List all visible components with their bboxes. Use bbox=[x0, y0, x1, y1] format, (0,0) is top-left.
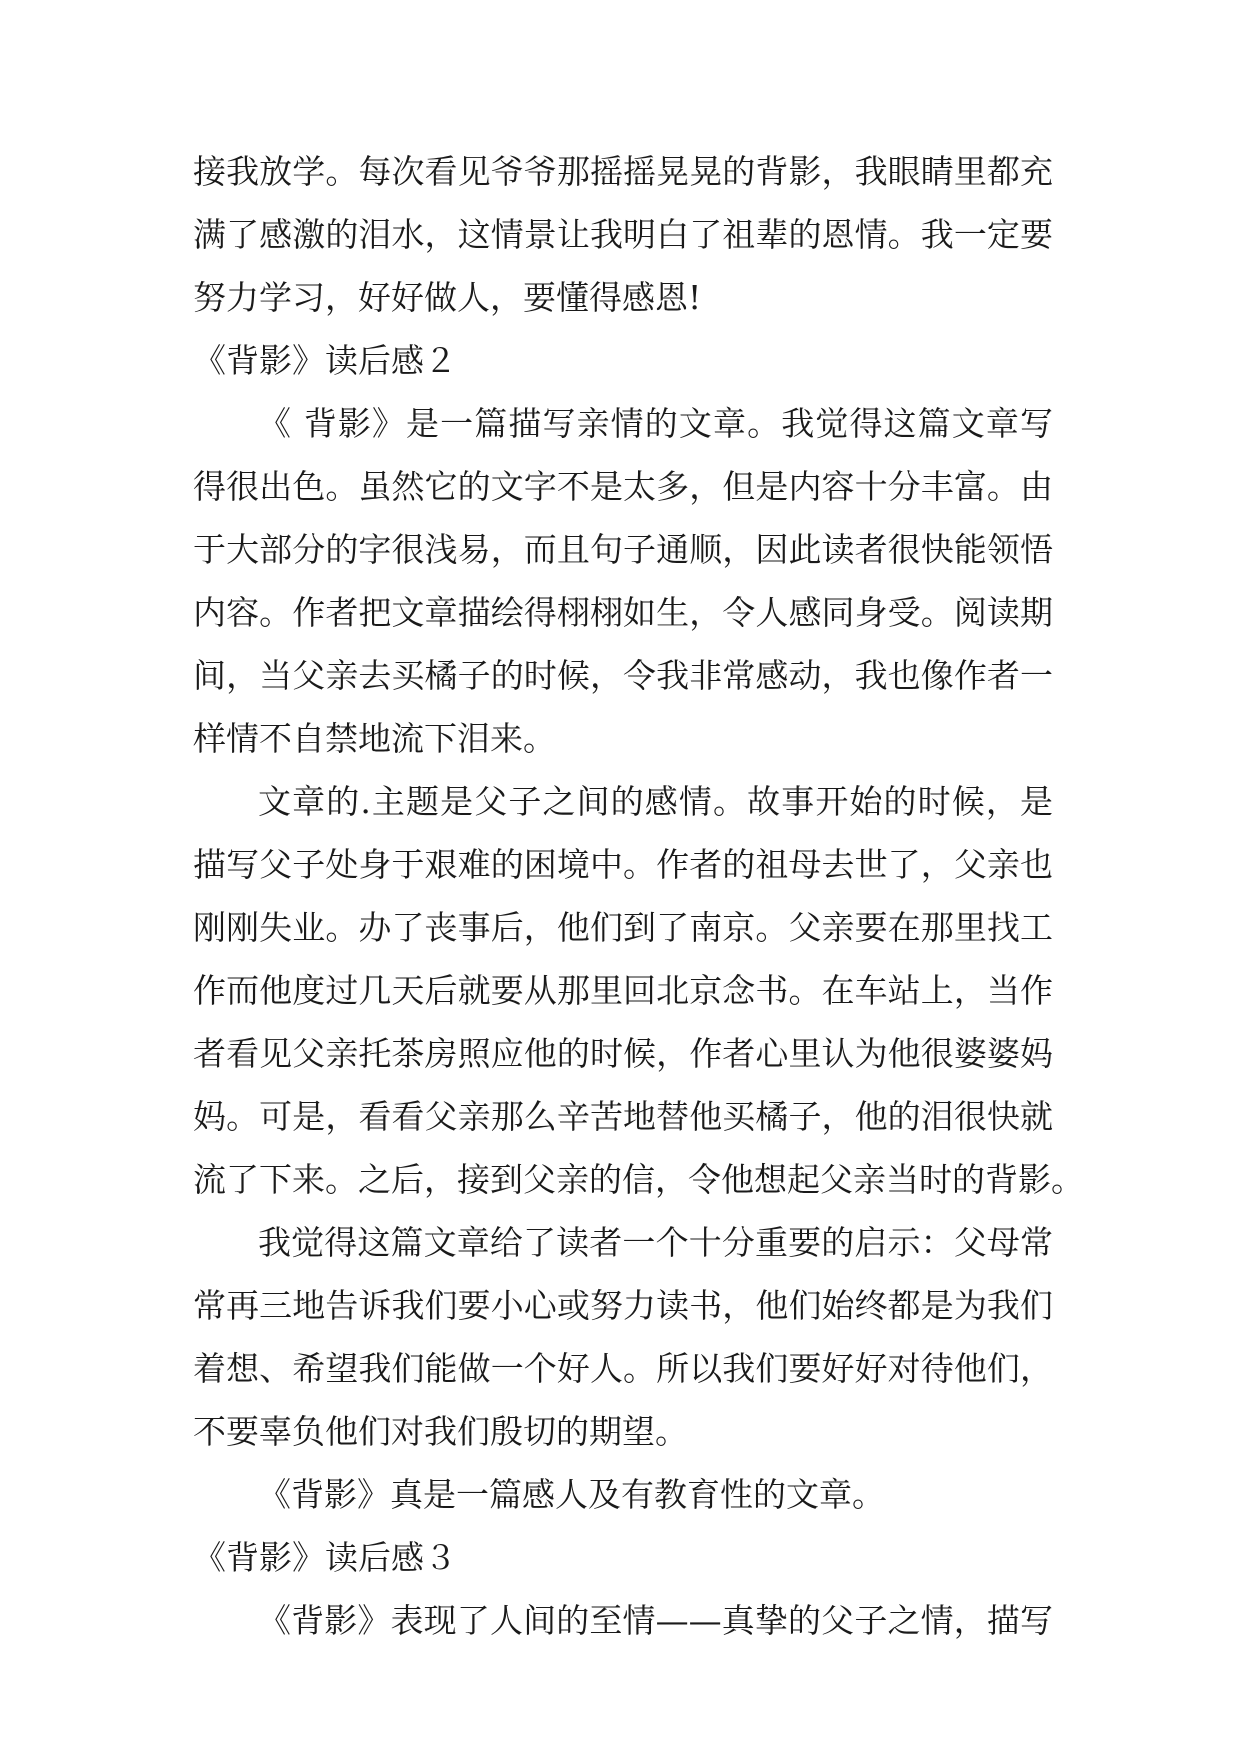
text-line: 者看见父亲托茶房照应他的时候，作者心里认为他很婆婆妈 bbox=[193, 1034, 1053, 1073]
text-line: 常再三地告诉我们要小心或努力读书，他们始终都是为我们 bbox=[193, 1286, 1053, 1325]
text-line: 内容。作者把文章描绘得栩栩如生，令人感同身受。阅读期 bbox=[193, 593, 1053, 632]
text-line: 妈。可是，看看父亲那么辛苦地替他买橘子，他的泪很快就 bbox=[193, 1097, 1053, 1136]
text-line: 得很出色。虽然它的文字不是太多，但是内容十分丰富。由 bbox=[193, 467, 1053, 506]
text-line: 接我放学。每次看见爷爷那摇摇晃晃的背影，我眼睛里都充 bbox=[193, 152, 1053, 191]
text-line: 努力学习，好好做人，要懂得感恩! bbox=[193, 278, 702, 317]
text-line: 着想、希望我们能做一个好人。所以我们要好好对待他们， bbox=[193, 1349, 1053, 1388]
text-line: 《背影》表现了人间的至情——真挚的父子之情，描写 bbox=[258, 1601, 1053, 1640]
text-line: 刚刚失业。办了丧事后，他们到了南京。父亲要在那里找工 bbox=[193, 908, 1053, 947]
text-line: 满了感激的泪水，这情景让我明白了祖辈的恩情。我一定要 bbox=[193, 215, 1053, 254]
text-line: 我觉得这篇文章给了读者一个十分重要的启示：父母常 bbox=[258, 1223, 1053, 1262]
text-line: 不要辜负他们对我们殷切的期望。 bbox=[193, 1412, 688, 1451]
text-line: 文章的.主题是父子之间的感情。故事开始的时候，是 bbox=[258, 782, 1053, 821]
section-heading: 《背影》读后感２ bbox=[193, 341, 457, 380]
text-line: 样情不自禁地流下泪来。 bbox=[193, 719, 556, 758]
text-line: 于大部分的字很浅易，而且句子通顺，因此读者很快能领悟 bbox=[193, 530, 1053, 569]
text-line: 作而他度过几天后就要从那里回北京念书。在车站上，当作 bbox=[193, 971, 1053, 1010]
text-line: 描写父子处身于艰难的困境中。作者的祖母去世了，父亲也 bbox=[193, 845, 1053, 884]
text-line: 间，当父亲去买橘子的时候，令我非常感动，我也像作者一 bbox=[193, 656, 1053, 695]
text-line: 流了下来。之后，接到父亲的信，令他想起父亲当时的背影。 bbox=[193, 1160, 1084, 1199]
section-heading: 《背影》读后感３ bbox=[193, 1538, 457, 1577]
text-line: 《 背影》是一篇描写亲情的文章。我觉得这篇文章写 bbox=[258, 404, 1053, 443]
text-line: 《背影》真是一篇感人及有教育性的文章。 bbox=[258, 1475, 885, 1514]
